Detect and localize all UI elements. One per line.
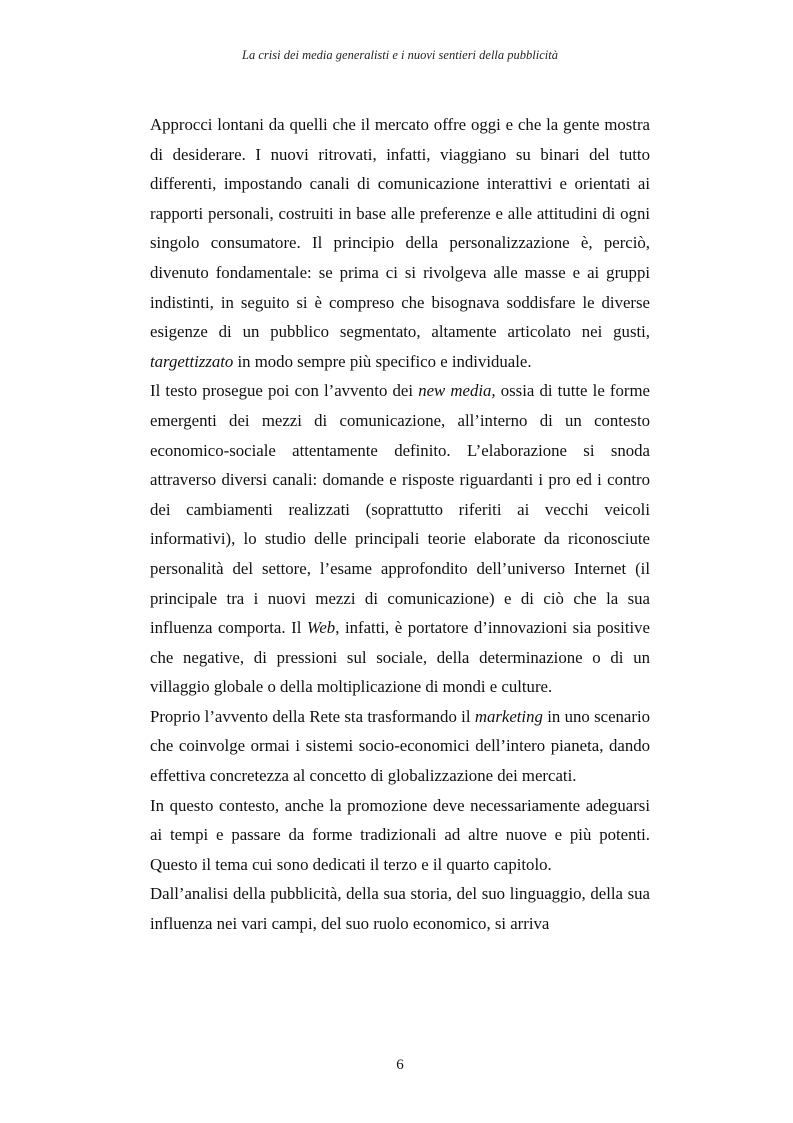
paragraph-1 bbox=[150, 110, 650, 376]
paragraph-1-text-a: Approcci lontani da quelli che il mercato offre oggi e che la gente mostra di desiderare. I nuovi ritrovati, infatti, viaggiano su binari del tutto differenti, impostando canali di comunicazione interattivi e orientati ai rapporti personali, costruiti in base alle preferenze e alle attitudini di ogni singolo consumatore. Il principio della personalizzazione è, perciò, divenuto fondamentale: se prima ci si rivolgeva alle masse e ai gruppi indistinti, in seguito si è compreso che bisognava soddisfare le diverse esigenze di un pubblico segmentato, altamente articolato nei gusti, bbox=[150, 115, 650, 342]
body-text bbox=[150, 110, 650, 939]
paragraph-3 bbox=[150, 702, 650, 791]
page-number: 6 bbox=[396, 1057, 404, 1073]
paragraph-2-text-b: ossia di tutte le forme emergenti dei mezzi di comunicazione, all’interno di un contesto economico-sociale attentamente definito. L’elaborazione si snoda attraverso diversi canali: domande e risposte riguardanti i pro ed i contro dei cambiamenti realizzati (soprattutto riferiti ai vecchi veicoli informativi), lo studio delle principali teorie elaborate da riconosciute personalità del settore, l’esame approfondito dell’universo Internet (il principale tra i nuovi mezzi di comunicazione) e di ciò che la sua influenza comporta. Il bbox=[150, 381, 651, 638]
running-header: La crisi dei media generalisti e i nuovi sentieri della pubblicità bbox=[242, 48, 558, 62]
paragraph-4: In questo contesto, anche la promozione deve necessariamente adeguarsi ai tempi e passare da forme tradizionali ad altre nuove e più potenti. Questo il tema cui sono dedicati il terzo e il quarto capitolo. bbox=[150, 795, 650, 874]
paragraph-3-text-b: in uno scenario che coinvolge ormai i sistemi socio-economici dell’intero pianeta, dando effettiva concretezza al concetto di globalizzazione dei mercati. bbox=[150, 706, 650, 786]
paragraph-2-text-c: , infatti, è portatore d’innovazioni sia positive che negative, di pressioni sul sociale, della determinazione o di un villaggio globale o della moltiplicazione di mondi e culture. bbox=[150, 618, 650, 697]
paragraph-3-text-a: Proprio l’avvento della Rete sta trasformando il bbox=[150, 706, 475, 726]
paragraph-2-text-a: Il testo prosegue poi con l’avvento dei bbox=[150, 381, 419, 401]
paragraph-2-italic-2: Web bbox=[306, 618, 336, 638]
paragraph-2 bbox=[150, 376, 650, 702]
paragraph-2-italic-1: new media, bbox=[418, 381, 496, 401]
paragraph-5: Dall’analisi della pubblicità, della sua storia, del suo linguaggio, della sua influenza nei vari campi, del suo ruolo economico, si arriva bbox=[150, 884, 650, 934]
paragraph-1-text-b: in modo sempre più specifico e individuale. bbox=[233, 351, 532, 371]
paragraph-1-italic: targettizzato bbox=[150, 351, 234, 371]
paragraph-3-italic: marketing bbox=[474, 706, 543, 726]
